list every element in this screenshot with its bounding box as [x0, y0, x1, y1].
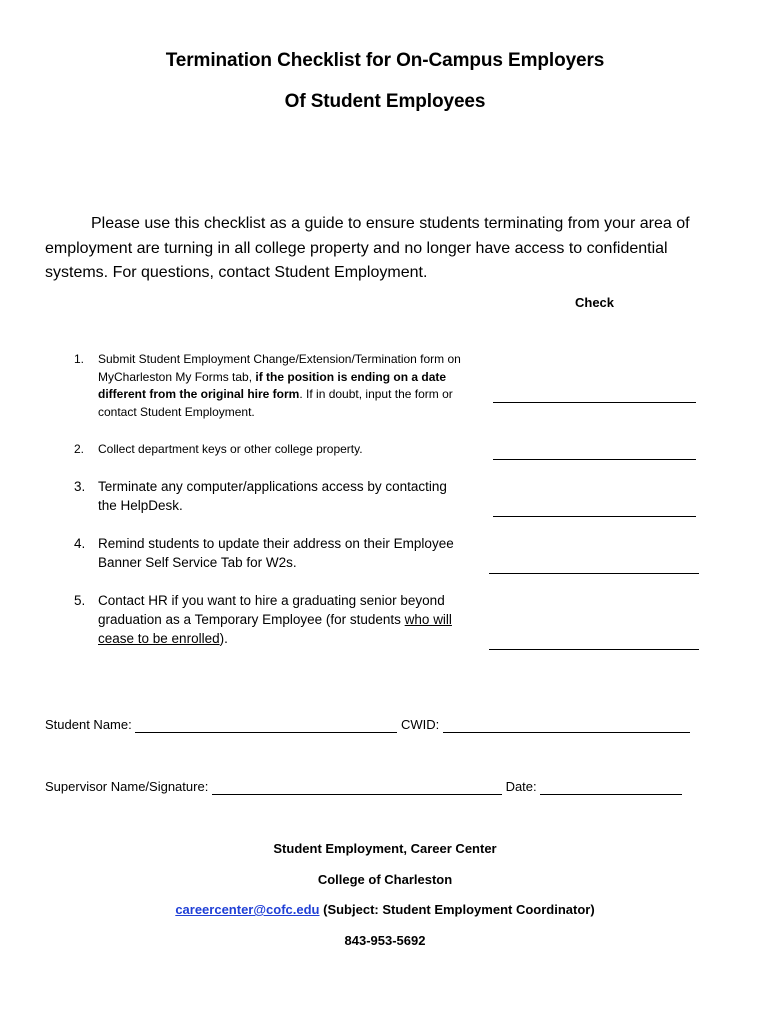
supervisor-signature-field[interactable] — [212, 780, 502, 795]
cwid-label: CWID: — [400, 717, 440, 732]
cwid-field[interactable] — [443, 718, 690, 733]
footer-college: College of Charleston — [317, 872, 453, 887]
item-number: 3. — [74, 479, 86, 494]
footer-department: Student Employment, Career Center — [273, 841, 497, 856]
item-text: Submit Student Employment Change/Extension/Termination form on MyCharleston My Forms tab, if the position is ending on a date different from the original hire form. If in doubt, input the form or contact Student Employment. — [98, 352, 461, 419]
student-name-field[interactable] — [135, 718, 397, 733]
item-text: Remind students to update their address on their Employee Banner Self Service Tab for W2s. — [98, 536, 454, 570]
date-field[interactable] — [540, 780, 682, 795]
item-number: 5. — [74, 593, 86, 608]
email-subject: (Subject: Student Employment Coordinator) — [319, 902, 595, 917]
checklist-item-1 — [74, 351, 464, 421]
item-text: Contact HR if you want to hire a graduating senior beyond graduation as a Temporary Employee (for students who will cease to be enrolled). — [98, 593, 452, 646]
date-label: Date: — [505, 779, 537, 794]
student-name-row — [45, 717, 690, 733]
check-line-4[interactable] — [489, 573, 699, 574]
check-line-5[interactable] — [489, 649, 699, 650]
supervisor-row — [45, 779, 682, 795]
document-title-line2: Of Student Employees — [284, 91, 486, 112]
intro-paragraph — [45, 212, 705, 286]
checklist-item-2 — [74, 441, 464, 459]
intro-text: Please use this checklist as a guide to ensure students terminating from your area of employment are turning in all college property and no longer have access to confidential systems. For questions, contact Student Employment. — [45, 215, 690, 281]
checklist-item-5 — [74, 591, 464, 648]
item-text: Terminate any computer/applications access by contacting the HelpDesk. — [98, 479, 447, 513]
checklist-item-4 — [74, 534, 464, 572]
student-name-label: Student Name: — [45, 717, 132, 732]
checklist-item-3 — [74, 477, 464, 515]
item-number: 4. — [74, 536, 86, 551]
item-number: 2. — [74, 442, 85, 456]
check-line-3[interactable] — [493, 516, 696, 517]
item-underlined-text: who will cease to be enrolled — [98, 612, 452, 646]
item-emphasis: if the position is ending on a date different from the original hire form — [98, 369, 447, 401]
check-column-header: Check — [575, 295, 615, 310]
email-link[interactable]: careercenter@cofc.edu — [175, 902, 320, 917]
document-title-line1: Termination Checklist for On-Campus Employers — [165, 50, 605, 71]
item-text: Collect department keys or other college property. — [98, 442, 363, 456]
check-line-1[interactable] — [493, 402, 696, 403]
footer-phone: 843-953-5692 — [344, 933, 426, 948]
item-number: 1. — [74, 352, 85, 366]
supervisor-label: Supervisor Name/Signature: — [45, 779, 209, 794]
check-line-2[interactable] — [493, 459, 696, 460]
footer-contact — [0, 902, 770, 917]
